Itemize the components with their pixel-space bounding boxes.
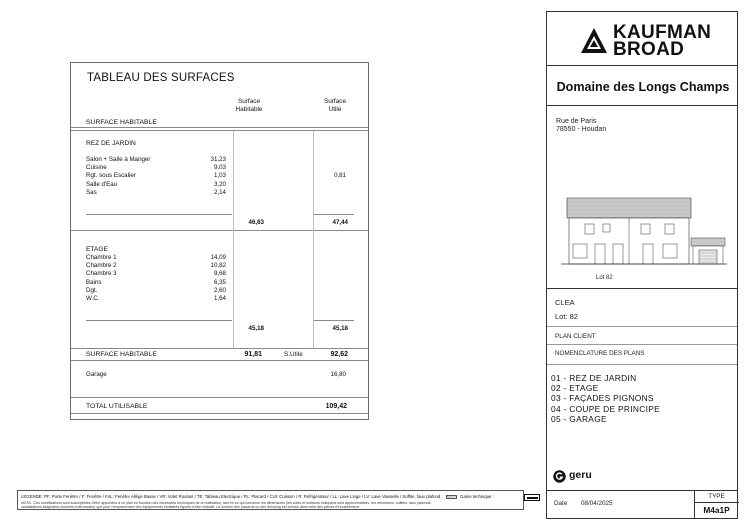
title-block: [546, 11, 738, 519]
room-label: Sas: [86, 188, 97, 196]
legend-note-line: NOTA : Ces modifications sont susceptibles d'être apportées à ce plan en fonction des nécessités techniques de la réalisation, tant en ce qui concerne les dimensions (les cotes et surfaces indiquées sont approximatives, les retombées, soffites, faux plafonds,: [21, 501, 432, 505]
room-label: Chambre 3: [86, 270, 117, 278]
room-habitable: 9,03: [213, 164, 226, 172]
room-habitable: 31,23: [210, 156, 226, 163]
subtotal-habitable: 45,18: [248, 325, 264, 332]
subtotal-habitable: 46,63: [248, 219, 264, 226]
brand-triangle-icon: [579, 26, 609, 56]
subtotal-utile: 47,44: [332, 219, 348, 226]
room-label: Rgt. sous Escalier: [86, 172, 136, 180]
room-label: W.C.: [86, 295, 100, 302]
subtotal-line: [313, 320, 354, 321]
summary-label: SURFACE HABITABLE: [86, 351, 157, 358]
plan-list-item: 02 - ETAGE: [551, 383, 599, 394]
total-label: TOTAL UTILISABLE: [86, 403, 148, 410]
level-name: ETAGE: [86, 246, 108, 253]
divider: [71, 130, 368, 131]
room-label: Salon + Salle à Manger: [86, 156, 151, 163]
plan-list-item: 05 - GARAGE: [551, 413, 607, 424]
date-label: Date: [554, 500, 568, 507]
room-label: Dgt.: [86, 286, 98, 294]
address-line-2: 78550 - Houdan: [556, 126, 607, 133]
summary-utile-label: S.Utile: [284, 351, 303, 358]
gaine-technique-symbol-icon: [524, 494, 540, 501]
plan-list: [551, 373, 731, 424]
room-label: Cuisine: [86, 164, 107, 172]
column-header-utile: Surface Utile: [323, 98, 347, 113]
plan-list-item: 01 - REZ DE JARDIN: [551, 373, 637, 383]
divider: [71, 413, 368, 414]
divider: [694, 502, 739, 503]
room-label: Salle d'Eau: [86, 180, 118, 188]
divider: [71, 230, 368, 231]
brand-logo: [579, 22, 719, 62]
subtotal-line: [313, 214, 354, 215]
room-habitable: 1,03: [213, 172, 226, 180]
brand-line-1: KAUFMAN: [613, 22, 712, 43]
gaine-label: Gaine technique :: [460, 494, 494, 499]
divider: [547, 65, 737, 66]
room-row: [86, 189, 356, 197]
section-header-habitable: SURFACE HABITABLE: [86, 119, 157, 126]
summary-habitable: 91,81: [244, 351, 262, 358]
plan-client-label: PLAN CLIENT: [555, 333, 596, 340]
house-elevation-drawing: [557, 194, 729, 274]
divider: [71, 360, 368, 361]
room-row: [86, 181, 356, 189]
lot-caption: Lot 82: [596, 275, 613, 281]
date-value: 08/04/2025: [581, 500, 613, 507]
subtotal-utile: 45,18: [332, 325, 348, 332]
lot-number: Lot: 82: [555, 312, 578, 321]
summary-utile: 92,62: [330, 351, 348, 358]
divider: [547, 344, 737, 345]
legend-note: [21, 501, 431, 509]
room-habitable: 14,09: [210, 254, 226, 261]
room-row: [86, 164, 356, 172]
column-guide: [313, 131, 314, 349]
column-header-habitable: Surface Habitable: [235, 98, 263, 113]
room-row: [86, 262, 356, 270]
brand-wordmark: [613, 24, 711, 58]
geru-wordmark: geru: [569, 469, 592, 481]
divider: [547, 326, 737, 327]
subtotal-line: [86, 320, 232, 321]
total-value: 109,42: [325, 403, 347, 410]
room-row: [86, 295, 356, 303]
divider: [547, 288, 737, 289]
room-habitable: 9,68: [213, 270, 226, 278]
address-line-1: Rue de Paris: [556, 118, 597, 125]
plan-list-item: 04 - COUPE DE PRINCIPE: [551, 403, 660, 414]
brand-line-2: BROAD: [613, 39, 685, 60]
client-name: CLEA: [555, 298, 575, 307]
divider: [71, 127, 368, 128]
room-habitable: 6,35: [213, 278, 226, 286]
divider: [71, 348, 368, 349]
column-guide: [233, 131, 234, 349]
room-row: [86, 156, 356, 164]
soffite-hatch-icon: [446, 495, 457, 499]
room-label: Chambre 2: [86, 262, 117, 270]
room-habitable: 10,82: [210, 262, 226, 270]
geru-icon: [553, 470, 566, 483]
room-row: [86, 270, 356, 278]
room-utile: 0,81: [333, 172, 346, 180]
type-label: TYPE: [708, 493, 725, 500]
divider: [547, 105, 737, 106]
garage-value: 16,80: [330, 371, 346, 378]
subtotal-line: [86, 214, 232, 215]
room-row: [86, 172, 356, 180]
level-name: REZ DE JARDIN: [86, 140, 136, 147]
room-label: Chambre 1: [86, 254, 117, 261]
divider: [547, 364, 737, 365]
divider: [547, 490, 737, 491]
garage-label: Garage: [86, 371, 107, 378]
legend-box: [17, 490, 524, 510]
surfaces-table: [70, 62, 369, 420]
room-habitable: 2,60: [213, 286, 226, 294]
legend-text: LEGENDE: PF: Porte Fenêtre / F: Fenêtre / FAL: Fenêtre Allège Basse / VR: Volet Roulant / TE: Tableau Electrique / PL: Placard / CUI: Cuisson / R: Réfrigérateur / LL: Lave Linge / LV: Lave Vaisselle / Soffite, faux plafond :: [21, 494, 443, 499]
room-row: [86, 287, 356, 295]
legend-line: [21, 494, 494, 499]
room-row: [86, 279, 356, 287]
plan-list-item: 03 - FAÇADES PIGNONS: [551, 393, 654, 404]
divider: [71, 397, 368, 398]
project-title: Domaine des Longs Champs: [556, 80, 730, 94]
surfaces-title: TABLEAU DES SURFACES: [87, 72, 235, 84]
legend-note-line: canalisations,baignoires,douches,évier,lavabo) que pour l'emplacement des équipements sanitaires figurés à titre indicatif. La surface des placards ou des dressing est incluse dans celle des pièces d'encadrement.: [21, 505, 360, 510]
type-value: M4a1P: [703, 505, 730, 515]
room-habitable: 1,64: [213, 295, 226, 302]
room-row: [86, 254, 356, 262]
room-habitable: 2,14: [213, 188, 226, 196]
room-habitable: 3,20: [213, 180, 226, 188]
nomenclature-label: NOMENCLATURE DES PLANS: [555, 350, 645, 357]
room-label: Bains: [86, 278, 102, 286]
